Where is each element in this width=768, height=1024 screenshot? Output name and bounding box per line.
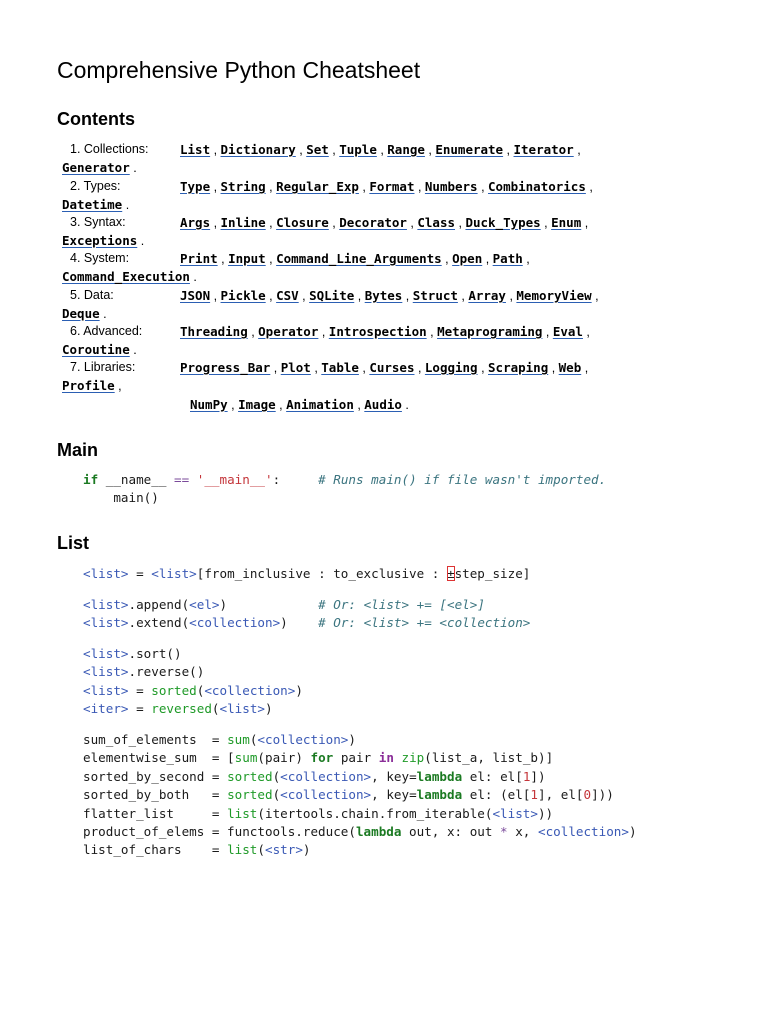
toc-link-combinatorics[interactable]: Combinatorics (488, 179, 586, 194)
code-token: el: el[ (462, 768, 523, 784)
code-token: sorted_by_both = (83, 787, 228, 803)
toc-separator: , (548, 361, 559, 375)
code-token: , key= (371, 768, 417, 784)
toc-separator: , (426, 325, 438, 339)
toc-link-input[interactable]: Input (228, 251, 266, 266)
toc-separator: , (585, 180, 593, 194)
toc-link-set[interactable]: Set (306, 142, 329, 157)
code-token: reversed (151, 701, 212, 717)
toc-separator: . (137, 234, 145, 248)
code-token: <el> (189, 597, 220, 612)
toc-link-print[interactable]: Print (180, 251, 218, 266)
code-token: elementwise_sum = [ (83, 750, 235, 766)
toc-category-label: 3. Syntax: (70, 215, 126, 229)
list-heading: List (57, 533, 90, 553)
code-token: ( (211, 701, 220, 717)
toc-separator: , (406, 216, 418, 230)
code-token: for (310, 750, 334, 766)
code-token: (list_a, list_b)] (424, 750, 554, 766)
code-token: pair (333, 750, 379, 766)
toc-link-array[interactable]: Array (468, 288, 506, 303)
toc-link-pickle[interactable]: Pickle (220, 288, 266, 303)
code-token: ( (272, 768, 281, 784)
code-line (83, 786, 637, 804)
code-line (83, 663, 303, 681)
code-token: ( (196, 682, 205, 698)
toc-separator: , (265, 289, 277, 303)
toc-link-enumerate[interactable]: Enumerate (435, 142, 504, 157)
toc-link-inline[interactable]: Inline (220, 215, 266, 230)
toc-row-links (180, 140, 581, 159)
toc-link-decorator[interactable]: Decorator (339, 215, 407, 230)
toc-link-command-line-arguments[interactable]: Command_Line_Arguments (276, 251, 442, 266)
toc-separator: , (114, 379, 122, 393)
toc-row-links (180, 358, 588, 377)
toc-link-threading[interactable]: Threading (180, 324, 248, 339)
toc-link-logging[interactable]: Logging (424, 360, 478, 375)
code-line (83, 596, 530, 614)
code-token: ( (257, 842, 265, 858)
code-token: == (174, 472, 190, 487)
code-token: , key= (371, 787, 417, 803)
code-token: <list> (492, 805, 538, 821)
code-line (83, 565, 530, 583)
toc-separator: . (99, 307, 107, 321)
toc-link-eval[interactable]: Eval (552, 324, 583, 339)
toc-link-sqlite[interactable]: SQLite (309, 288, 355, 303)
toc-link-deque[interactable]: Deque (62, 306, 100, 321)
toc-separator: , (210, 180, 221, 194)
code-token: sorted_by_second = (83, 768, 228, 784)
code-token: <list> (83, 664, 129, 680)
code-token: <list> (83, 646, 129, 661)
toc-separator: , (482, 252, 493, 266)
code-token: ) (302, 842, 311, 858)
code-token: in (378, 750, 394, 766)
toc-separator: , (328, 143, 340, 157)
toc-row-extra (190, 395, 409, 414)
toc-separator: . (122, 198, 130, 212)
toc-link-struct[interactable]: Struct (412, 288, 458, 303)
toc-link-tuple[interactable]: Tuple (339, 142, 377, 157)
toc-row-links (180, 177, 593, 196)
code-token: out, x: out (401, 823, 501, 839)
code-token: <collection> (537, 823, 629, 839)
toc-separator: , (358, 361, 370, 375)
toc-separator: , (265, 252, 277, 266)
code-token: <list> (83, 615, 129, 631)
code-comment: # Or: <list> += [<el>] (318, 597, 485, 612)
list-code-block (83, 645, 303, 719)
code-token: 1 (522, 768, 531, 784)
toc-row-continuation (62, 304, 107, 323)
code-token: <list> (151, 566, 197, 581)
toc-separator: , (540, 216, 552, 230)
code-token: <iter> (83, 701, 129, 717)
code-token: lambda (416, 787, 463, 803)
code-token: : (272, 472, 319, 487)
code-token: sorted (227, 768, 273, 784)
toc-link-web[interactable]: Web (558, 360, 582, 375)
toc-separator: , (217, 252, 229, 266)
code-token: .sort() (128, 646, 182, 661)
toc-row-continuation (62, 340, 137, 359)
toc-category-label: 7. Libraries: (70, 360, 136, 374)
code-token: .extend( (128, 615, 190, 631)
code-line (83, 841, 637, 859)
code-token: <collection> (257, 732, 349, 747)
code-token: x, (507, 823, 538, 839)
toc-link-json[interactable]: JSON (180, 288, 211, 303)
code-token: = (128, 682, 152, 698)
toc-link-enum[interactable]: Enum (551, 215, 582, 230)
toc-link-closure[interactable]: Closure (276, 215, 329, 230)
toc-separator: , (210, 216, 221, 230)
toc-separator: , (503, 143, 514, 157)
code-line (83, 768, 637, 786)
toc-separator: , (275, 398, 287, 412)
code-token: = (128, 701, 152, 717)
code-token: <collection> (189, 615, 281, 631)
toc-row-links (180, 286, 599, 305)
toc-link-args[interactable]: Args (180, 215, 211, 230)
toc-separator: , (270, 361, 281, 375)
toc-link-introspection[interactable]: Introspection (328, 324, 427, 339)
code-token: ])) (591, 787, 614, 803)
toc-link-animation[interactable]: Animation (286, 397, 354, 412)
code-token: ) (219, 597, 319, 612)
code-token: (pair) (257, 750, 311, 766)
toc-separator: , (295, 143, 307, 157)
code-token: <list> (83, 597, 129, 612)
code-line (83, 645, 303, 663)
code-token: product_of_elems = functools.reduce( (83, 823, 356, 839)
code-token: list (227, 842, 258, 858)
toc-row-links (180, 322, 590, 341)
code-token: sum (234, 750, 258, 766)
toc-separator: . (189, 270, 197, 284)
toc-link-progress-bar[interactable]: Progress_Bar (180, 360, 271, 375)
code-line (83, 489, 606, 507)
code-token: )) (537, 805, 554, 821)
toc-separator: , (441, 252, 453, 266)
toc-separator: , (424, 143, 436, 157)
toc-link-bytes[interactable]: Bytes (364, 288, 403, 303)
code-token: step_size] (454, 566, 531, 581)
main-code-block (83, 471, 606, 508)
code-token: ) (265, 701, 273, 717)
code-token: <collection> (280, 768, 372, 784)
toc-link-table[interactable]: Table (321, 360, 359, 375)
toc-link-class[interactable]: Class (417, 215, 456, 230)
code-token: ) (348, 732, 356, 747)
code-token: el: (el[ (462, 787, 531, 803)
code-comment: # Or: <list> += <collection> (318, 615, 531, 631)
code-token: list (227, 805, 258, 821)
toc-link-image[interactable]: Image (238, 397, 276, 412)
main-heading: Main (57, 440, 99, 460)
toc-separator: , (298, 289, 310, 303)
toc-link-format[interactable]: Format (369, 179, 415, 194)
toc-separator: , (591, 289, 599, 303)
list-code-block (83, 565, 530, 583)
toc-separator: , (581, 361, 589, 375)
toc-separator: , (414, 361, 425, 375)
code-token: ( (249, 732, 258, 747)
code-line (83, 749, 637, 767)
toc-link-duck-types[interactable]: Duck_Types (465, 215, 541, 230)
code-token: sum (227, 732, 250, 747)
toc-link-curses[interactable]: Curses (369, 360, 415, 375)
toc-category-label: 5. Data: (70, 288, 114, 302)
code-token: sorted (151, 682, 197, 698)
toc-separator: , (522, 252, 530, 266)
code-error-marker: ± (446, 566, 455, 581)
toc-separator: , (455, 216, 466, 230)
list-code-block (83, 731, 637, 860)
toc-link-regular-exp[interactable]: Regular_Exp (276, 179, 359, 194)
code-token: main() (83, 490, 159, 506)
toc-separator: , (542, 325, 553, 339)
toc-separator: , (227, 398, 239, 412)
toc-separator: . (401, 398, 409, 412)
toc-separator: , (210, 143, 221, 157)
code-token: ) (280, 615, 319, 631)
toc-category-label: 6. Advanced: (70, 324, 143, 338)
code-token (394, 750, 402, 765)
toc-separator: , (318, 325, 329, 339)
code-token: sorted (227, 787, 273, 803)
toc-link-range[interactable]: Range (387, 142, 425, 157)
toc-row-continuation (62, 195, 129, 214)
toc-link-type[interactable]: Type (180, 179, 211, 194)
code-line (83, 682, 303, 700)
toc-link-csv[interactable]: CSV (276, 288, 299, 303)
toc-separator: , (265, 216, 277, 230)
code-token: zip (401, 750, 425, 766)
toc-link-profile[interactable]: Profile (62, 378, 115, 393)
toc-row-continuation (62, 376, 122, 395)
code-line (83, 471, 606, 489)
toc-row-continuation (62, 267, 197, 286)
toc-link-path[interactable]: Path (492, 251, 523, 266)
toc-separator: , (353, 398, 365, 412)
code-token: <list> (83, 682, 129, 698)
toc-row-continuation (62, 158, 137, 177)
toc-link-generator[interactable]: Generator (62, 160, 130, 175)
code-token: .append( (128, 597, 190, 612)
toc-separator: , (310, 361, 322, 375)
code-line (83, 700, 303, 718)
toc-separator: , (477, 361, 489, 375)
toc-separator: , (457, 289, 469, 303)
code-line (83, 823, 637, 841)
code-token: ]) (530, 768, 546, 784)
toc-separator: . (129, 161, 137, 175)
list-code-block (83, 596, 530, 633)
toc-category-label: 2. Types: (70, 179, 121, 193)
code-token: = (128, 566, 152, 581)
toc-separator: , (414, 180, 425, 194)
toc-separator: , (265, 180, 277, 194)
toc-link-coroutine[interactable]: Coroutine (62, 342, 130, 357)
code-token: lambda (355, 823, 402, 839)
toc-separator: , (582, 325, 590, 339)
toc-separator: , (581, 216, 589, 230)
toc-link-numpy[interactable]: NumPy (190, 397, 228, 412)
code-token: __name__ (98, 472, 174, 487)
code-token: * (500, 823, 508, 839)
toc-separator: , (210, 289, 221, 303)
toc-separator: , (376, 143, 388, 157)
toc-link-metaprograming[interactable]: Metaprograming (437, 324, 543, 339)
toc-row-links (180, 213, 588, 232)
toc-separator: , (402, 289, 413, 303)
code-line (83, 614, 530, 632)
code-token: ( (272, 787, 281, 803)
code-token: '__main__' (196, 472, 273, 487)
code-token: 0 (583, 787, 592, 803)
code-token: flatter_list = (83, 805, 228, 821)
toc-category-label: 4. System: (70, 251, 130, 265)
toc-category-label: 1. Collections: (70, 142, 149, 156)
toc-separator: . (129, 343, 137, 357)
code-token: .reverse() (128, 664, 205, 680)
toc-separator: , (477, 180, 489, 194)
toc-separator: , (247, 325, 259, 339)
toc-separator: , (505, 289, 517, 303)
code-token (189, 472, 197, 487)
code-comment: # Runs main() if file wasn't imported. (318, 472, 607, 487)
toc-link-audio[interactable]: Audio (364, 397, 402, 412)
code-token: list_of_chars = (83, 842, 228, 858)
code-token: sum_of_elements = (83, 732, 228, 747)
toc-link-operator[interactable]: Operator (258, 324, 319, 339)
code-token: if (83, 472, 99, 487)
toc-link-exceptions[interactable]: Exceptions (62, 233, 138, 248)
code-token: ) (295, 682, 303, 698)
toc-separator: , (354, 289, 365, 303)
toc-link-numbers[interactable]: Numbers (424, 179, 478, 194)
code-token: <collection> (280, 787, 372, 803)
toc-row-continuation (62, 231, 144, 250)
toc-link-dictionary[interactable]: Dictionary (220, 142, 296, 157)
toc-link-plot[interactable]: Plot (280, 360, 311, 375)
toc-link-command-execution[interactable]: Command_Execution (62, 269, 190, 284)
toc-separator: , (358, 180, 370, 194)
code-token: ) (628, 823, 637, 839)
toc-link-scraping[interactable]: Scraping (488, 360, 549, 375)
code-token: <str> (265, 842, 303, 858)
toc-row-links (180, 249, 530, 268)
code-token: <collection> (204, 682, 296, 698)
code-token: 1 (530, 787, 538, 803)
toc-separator: , (573, 143, 581, 157)
code-token: lambda (416, 768, 463, 784)
toc-separator: , (328, 216, 340, 230)
code-token: <list> (83, 566, 129, 581)
document-title: Comprehensive Python Cheatsheet (57, 57, 421, 83)
toc-link-string[interactable]: String (220, 179, 266, 194)
toc-link-datetime[interactable]: Datetime (62, 197, 123, 212)
code-token: <list> (219, 701, 266, 717)
code-token: [from_inclusive : to_exclusive : (196, 566, 447, 581)
code-line (83, 805, 637, 823)
toc-link-list[interactable]: List (180, 142, 211, 157)
code-token: ], el[ (538, 787, 584, 803)
toc-link-open[interactable]: Open (452, 251, 483, 266)
toc-link-memoryview[interactable]: MemoryView (516, 288, 592, 303)
code-line (83, 731, 637, 749)
contents-heading: Contents (57, 109, 135, 129)
toc-link-iterator[interactable]: Iterator (513, 142, 574, 157)
code-token: (itertools.chain.from_iterable( (257, 805, 493, 821)
